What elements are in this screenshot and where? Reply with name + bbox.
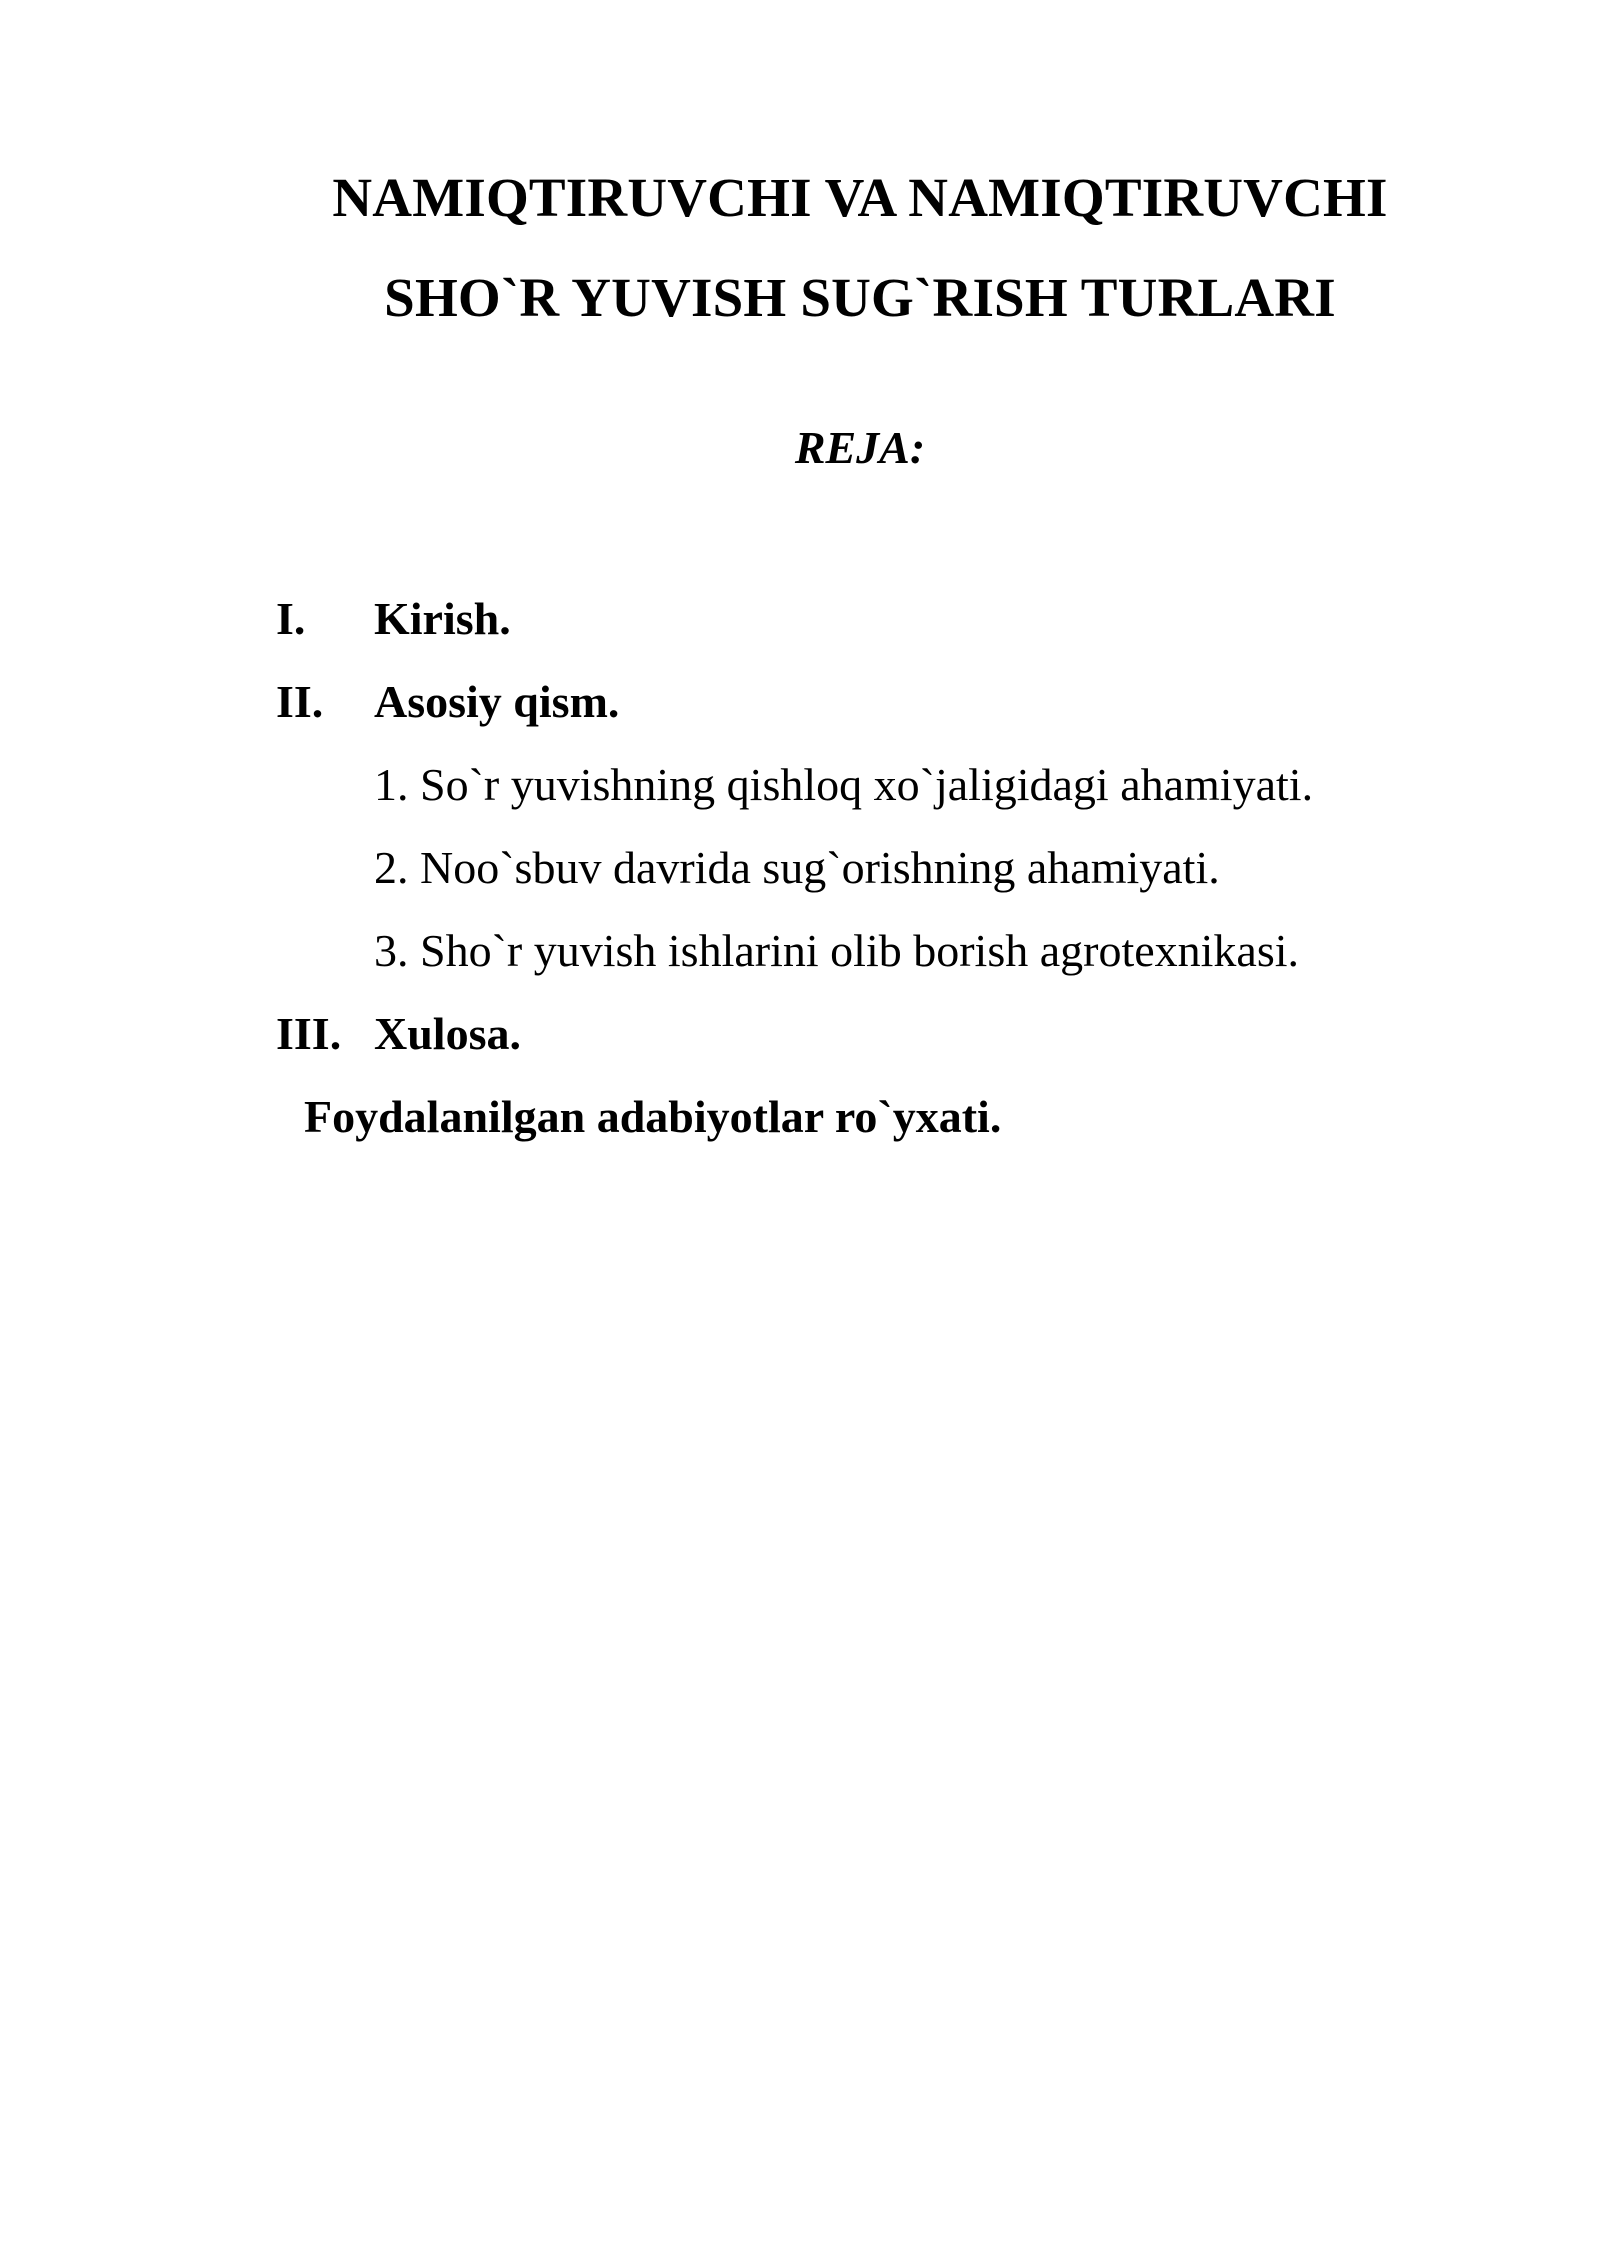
plan-item-numeral: III.: [276, 1008, 342, 1059]
plan-heading: REJA:: [794, 422, 926, 473]
plan-item-label: Asosiy qism.: [374, 676, 620, 727]
plan-subitem-text: 2. Noo`sbuv davrida sug`orishning ahamiyati.: [374, 842, 1220, 893]
references-label: Foydalanilgan adabiyotlar ro`yxati.: [304, 1091, 1002, 1142]
plan-item-label: Xulosa.: [374, 1008, 521, 1059]
title-line-1: NAMIQTIRUVCHI VA NAMIQTIRUVCHI: [332, 167, 1388, 228]
title-line-2: SHO`R YUVISH SUG`RISH TURLARI: [384, 267, 1336, 328]
plan-item-numeral: II.: [276, 676, 324, 727]
plan-item-label: Kirish.: [374, 593, 511, 644]
document-title: [280, 148, 1440, 348]
plan-subitem-text: 3. Sho`r yuvish ishlarini olib borish agrotexnikasi.: [374, 925, 1300, 976]
plan-subitem-text: 1. So`r yuvishning qishloq xo`jaligidagi ahamiyati.: [374, 759, 1314, 810]
plan-item-numeral: I.: [276, 593, 306, 644]
